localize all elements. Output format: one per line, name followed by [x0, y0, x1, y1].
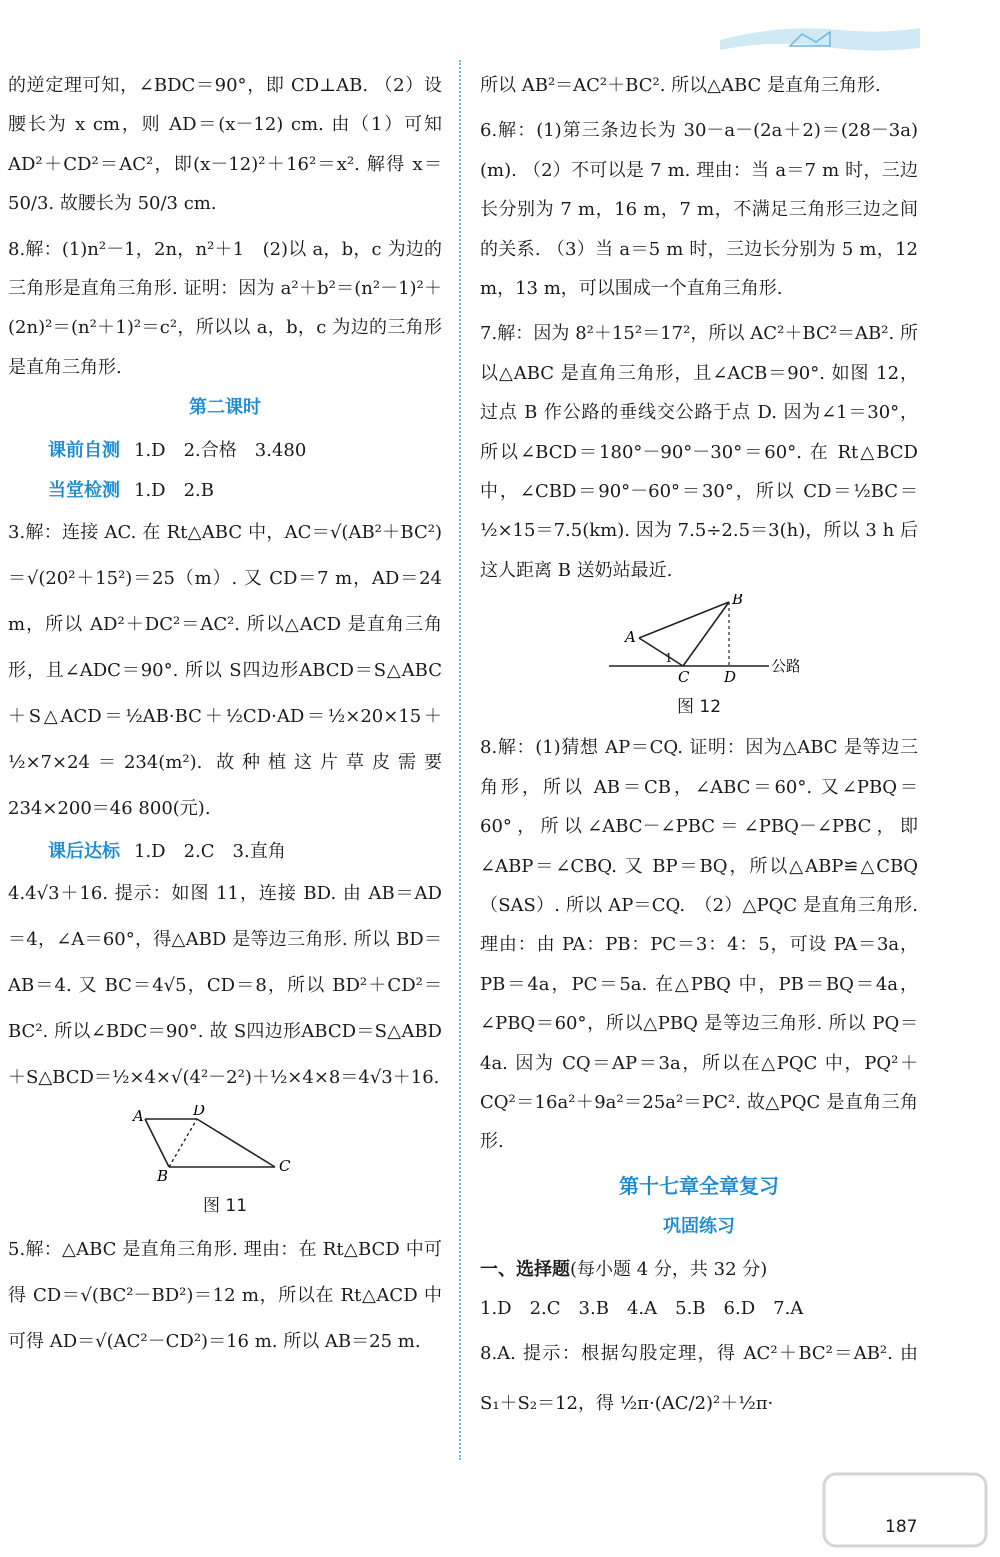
fig12-label-b: B — [732, 594, 744, 609]
fig11-label-c: C — [279, 1157, 291, 1176]
page-number: 187 — [885, 1517, 918, 1537]
in-class-check-answers: 1.D 2.B — [134, 479, 215, 501]
pre-class-test-tag: 课前自测 — [48, 440, 120, 462]
choice-answers: 1.D 2.C 3.B 4.A 5.B 6.D 7.A — [480, 1298, 804, 1320]
figure-12-diagram — [599, 594, 799, 686]
right-column — [480, 66, 918, 1429]
header-book-decoration — [720, 20, 920, 54]
chapter-review-heading: 第十七章全章复习 — [619, 1173, 779, 1198]
in-class-check-tag: 当堂检测 — [48, 479, 120, 501]
lesson-2-heading: 第二课时 — [189, 397, 261, 419]
fig11-label-a: A — [133, 1107, 144, 1126]
after-class-line — [8, 832, 442, 871]
answer-7: 7.解：因为 8²＋15²＝17²，所以 AC²＋BC²＝AB². 所以△ABC 是直角三角形，且∠ACB＝90°. 如图 12，过点 B 作公路的垂线交公路于点 D. 因为∠1＝30°，所以∠BCD＝180°－90°－30°＝60°. 在 Rt△BCD 中，∠CBD＝90°－60°＝30°，所以 CD＝½BC＝½×15＝7.5(km). 因为 7.5÷2.5＝3(h)，所以 3 h 后这人距离 B 送奶站最近. — [480, 323, 918, 581]
practice-heading: 巩固练习 — [663, 1215, 735, 1237]
fig12-label-c: C — [678, 668, 690, 687]
answer-4: 4.4√3＋16. 提示：如图 11，连接 BD. 由 AB＝AD＝4，∠A＝60°，得△ABD 是等边三角形. 所以 BD＝AB＝4. 又 BC＝4√5，CD＝8，所以 BD²＋CD²＝BC². 所以∠BDC＝90°. 故 S四边形ABCD＝S△ABD＋S△BCD＝½×4×√(4²－2²)＋½×4×8＝4√3＋16. — [8, 883, 442, 1089]
pre-class-test-answers: 1.D 2.合格 3.480 — [134, 440, 307, 462]
answer-5-continued: 所以 AB²＝AC²＋BC². 所以△ABC 是直角三角形. — [480, 75, 881, 96]
answer-8: 8.解：(1)n²－1，2n，n²＋1 (2)以 a，b，c 为边的三角形是直角三角形. 证明：因为 a²＋b²＝(n²－1)²＋(2n)²＝(n²＋1)²＝c²，所以以 a，b，c 为边的三角形是直角三角形. — [8, 238, 442, 378]
fig12-label-a: A — [625, 628, 636, 647]
figure-11 — [8, 1105, 442, 1223]
fig11-label-b: B — [157, 1167, 169, 1186]
fig12-angle-1: 1 — [665, 651, 673, 666]
left-column — [8, 66, 442, 1365]
figure-11-diagram — [125, 1105, 325, 1185]
column-divider — [459, 60, 461, 1460]
figure-12 — [480, 594, 918, 724]
answer-6: 6.解：(1)第三条边长为 30－a－(2a＋2)＝(28－3a)(m). （2）不可以是 7 m. 理由：当 a＝7 m 时，三边长分别为 7 m，16 m，7 m，不满足三角形三边之间的关系. （3）当 a＝5 m 时，三边长分别为 5 m，12 m，13 m，可以围成一个直角三角形. — [480, 120, 918, 300]
section-1-title-line — [480, 1250, 918, 1289]
fig12-label-d: D — [724, 668, 737, 687]
answer-8-choice: 8.A. 提示：根据勾股定理，得 AC²＋BC²＝AB². 由 S₁＋S₂＝12，得 ½π·(AC/2)²＋½π· — [480, 1342, 918, 1414]
answer-8: 8.解：(1)猜想 AP＝CQ. 证明：因为△ABC 是等边三角形，所以 AB＝CB，∠ABC＝60°. 又∠PBQ＝60°，所以∠ABC－∠PBC＝∠PBQ－∠PBC，即∠ABP＝∠CBQ. 又 BP＝BQ，所以△ABP≌△CBQ（SAS）. 所以 AP＝CQ. （2）△PQC 是直角三角形. 理由：由 PA：PB：PC＝3：4：5，可设 PA＝3a，PB＝4a，PC＝5a. 在△PBQ 中，PB＝BQ＝4a，∠PBQ＝60°，所以△PBQ 是等边三角形. 所以 PQ＝4a. 因为 CQ＝AP＝3a，所以在△PQC 中，PQ²＋CQ²＝16a²＋9a²＝25a²＝PC². 故△PQC 是直角三角形. — [480, 737, 918, 1153]
figure-12-caption: 图 12 — [676, 697, 722, 718]
section-1-note: (每小题 4 分，共 32 分) — [570, 1258, 768, 1280]
pre-class-test-line — [8, 431, 442, 470]
answer-7-continued: 的逆定理可知，∠BDC＝90°，即 CD⊥AB. （2）设腰长为 x cm，则 AD＝(x－12) cm. 由（1）可知 AD²＋CD²＝AC²，即(x－12)²＋16²＝x². 解得 x＝50/3. 故腰长为 50/3 cm. — [8, 75, 442, 215]
answer-5: 5.解：△ABC 是直角三角形. 理由：在 Rt△BCD 中可得 CD＝√(BC²－BD²)＝12 m，所以在 Rt△ACD 中可得 AD＝√(AC²－CD²)＝16 m. 所以 AB＝25 m. — [8, 1239, 442, 1353]
in-class-check-line — [8, 471, 442, 510]
after-class-tag: 课后达标 — [48, 841, 120, 863]
fig12-road-label: 公路 — [771, 657, 799, 676]
fig11-label-d: D — [193, 1105, 206, 1120]
answer-3: 3.解：连接 AC. 在 Rt△ABC 中，AC＝√(AB²＋BC²)＝√(20²＋15²)＝25（m）. 又 CD＝7 m，AD＝24 m，所以 AD²＋DC²＝AC². 所以△ACD 是直角三角形，且∠ADC＝90°. 所以 S四边形ABCD＝S△ABC＋S△ACD＝½AB·BC＋½CD·AD＝½×20×15＋½×7×24＝234(m²). 故种植这片草皮需要 234×200＝46 800(元). — [8, 522, 442, 820]
figure-11-caption: 图 11 — [202, 1196, 248, 1217]
watermark-logo — [820, 1470, 990, 1550]
section-1-title: 一、选择题 — [480, 1258, 570, 1280]
after-class-answers: 1.D 2.C 3.直角 — [134, 841, 286, 863]
